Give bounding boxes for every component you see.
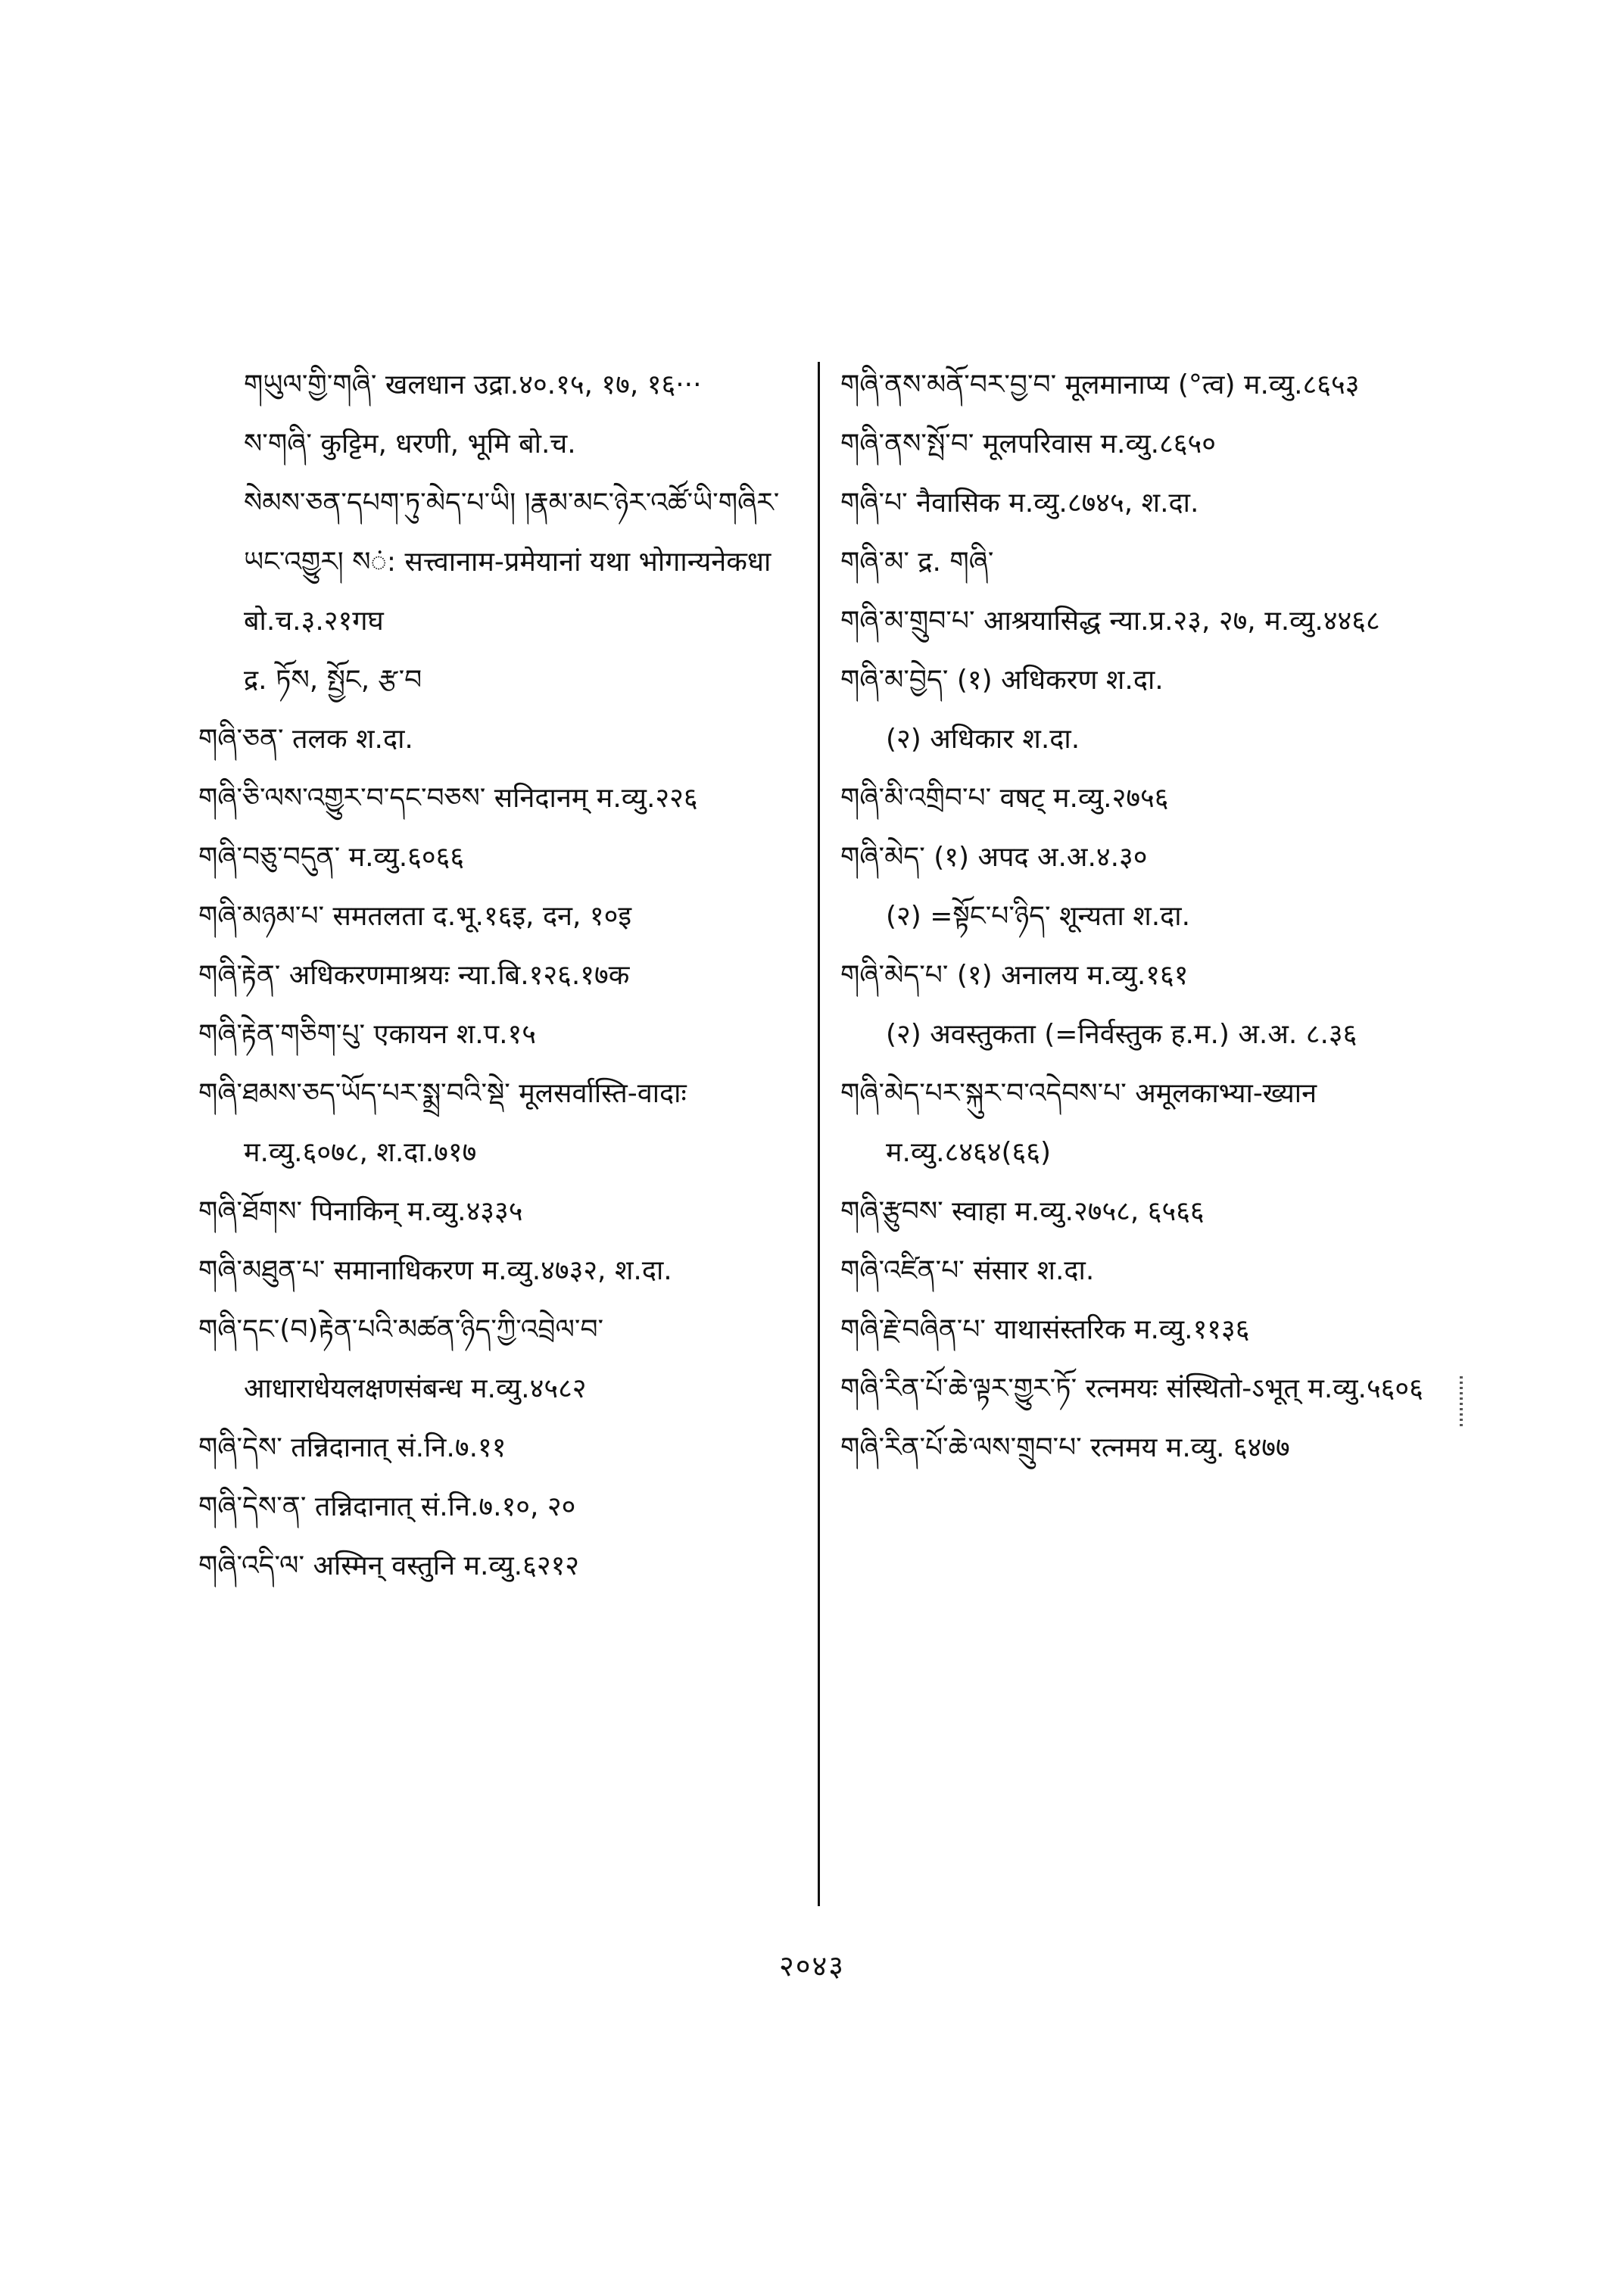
dictionary-entry: གཞི་པ་ नैवासिक म.व्यु.८७४५, श.दा.: [840, 488, 1199, 519]
dictionary-entry: སེམས་ཅན་དཔག་ཏུ་མེད་པ་ཡི། །རྣམ་མང་ཉེར་འཚོ་ཡི་གཞིར་ཡང་འགྱུར། སं: सत्त्वानाम-प्रमेयानां यथा भोगान्यनेकधा बो.च.३.२१गघ: [244, 488, 780, 637]
dictionary-entry: གཞི་མ་ द्र. གཞི་: [840, 547, 994, 578]
dictionary-entry: གཞི་མ་བྱེད་ (१) अधिकरण श.दा.: [840, 665, 1164, 696]
page-number: २०४३: [778, 1949, 846, 1983]
dictionary-entry: གཞི་རྗེ་བཞིན་པ་ याथासंस्तरिक म.व्यु.११३६: [840, 1314, 1250, 1345]
dictionary-entry: གཞི་ནས་མནོ་བར་བྱ་བ་ मूलमानाप्य (°त्व) म.व्यु.८६५३: [840, 369, 1360, 400]
dictionary-entry: ས་གཞི་ कुट्टिम, धरणी, भूमि बो.च.: [244, 428, 576, 460]
dictionary-entry: (२) =སྟོང་པ་ཉིད་ शून्यता श.दा.: [886, 901, 1191, 932]
dictionary-entry: གཞི་མེད་ (१) अपद अ.अ.४.३०: [840, 842, 1148, 873]
right-column: [840, 356, 1461, 1478]
dictionary-entry: (२) अवस्तुकता (=निर्वस्तुक ह.म.) अ.अ. ८.३६: [886, 1019, 1357, 1050]
dictionary-entry: གཞི་འཛིན་པ་ संसार श.दा.: [840, 1255, 1095, 1286]
dictionary-entry: གཞི་རྟེན་གཅིག་པུ་ एकायन श.प.१५: [198, 1019, 536, 1050]
dictionary-entry: གཞི་ཅན་ तलक श.दा.: [198, 724, 413, 755]
dictionary-entry: གཞི་མེད་པ་ (१) अनालय म.व्यु.१६१: [840, 960, 1189, 991]
dictionary-entry: གཡུལ་གྱི་གཞི་ खलधान उद्रा.४०.१५, १७, १६···: [244, 369, 702, 400]
dictionary-entry: གཞི་རྩུབས་ स्वाहा म.व्यु.२७५८, ६५६६: [840, 1196, 1205, 1227]
dictionary-entry: གཞི་ཅི་ལས་འགྱུར་བ་དང་བཅས་ सनिदानम् म.व्यु.२२६: [198, 783, 698, 814]
dictionary-entry: གཞི་མཉམ་པ་ समतलता द.भू.१६इ, दन, १०इ: [198, 901, 632, 932]
margin-mark: [1460, 1376, 1463, 1429]
dictionary-entry: གཞི་ཐོགས་ पिनाकिन् म.व्यु.४३३५: [198, 1196, 523, 1227]
dictionary-entry: གཞི་ནས་སྤོ་བ་ मूलपरिवास म.व्यु.८६५०: [840, 428, 1216, 460]
dictionary-entry: གཞི་མ་གྲུབ་པ་ आश्रयासिद्ध न्या.प्र.२३, २७, म.व्यु.४४६८: [840, 606, 1380, 637]
dictionary-entry: གཞི་མེད་པར་སྐུར་བ་འདེབས་པ་ अमूलकाभ्या-ख्यान म.व्यु.८४६४(६६): [840, 1078, 1317, 1168]
dictionary-entry: གཞི་འདི་ལ་ अस्मिन् वस्तुनि म.व्यु.६२१२: [198, 1550, 580, 1581]
dictionary-entry: གཞི་དེས་ན་ तन्निदानात् सं.नि.७.१०, २०: [198, 1491, 576, 1522]
dictionary-entry: གཞི་བཅུ་བདུན་ म.व्यु.६०६६: [198, 842, 465, 873]
dictionary-entry: གཞི་མཐུན་པ་ समानाधिकरण म.व्यु.४७३२, श.दा.: [198, 1255, 672, 1286]
dictionary-entry: द्र. ཏོས, སྤྱོང, རྩ་བ: [244, 665, 422, 696]
dictionary-entry: གཞི་དང་(བ)རྟེན་པའི་མཚན་ཉིད་ཀྱི་འབྲེལ་བ་ आधाराधेयलक्षणसंबन्ध म.व्यु.४५८२: [198, 1314, 604, 1404]
dictionary-entry: (२) अधिकार श.दा.: [886, 724, 1080, 755]
dictionary-entry: གཞི་མི་འགྲིབ་པ་ वषट् म.व्यु.२७५६: [840, 783, 1169, 814]
dictionary-entry: གཞི་རིན་པོ་ཆེ་ལས་གྲུབ་པ་ रत्नमय म.व्यु. ६४७७: [840, 1432, 1290, 1463]
column-divider: [818, 362, 820, 1906]
dictionary-entry: གཞི་རིན་པོ་ཆེ་ལྟར་གྱུར་ཏོ་ रत्नमयः संस्थितो-ऽभूत् म.व्यु.५६०६: [840, 1373, 1423, 1404]
dictionary-entry: གཞི་དེས་ तन्निदानात् सं.नि.७.११: [198, 1432, 507, 1463]
dictionary-entry: གཞི་ཐམས་ཅད་ཡོད་པར་སྨྲ་བའི་སྡེ་ मूलसर्वास्ति-वादाः म.व्यु.६०७८, श.दा.७१७: [198, 1078, 687, 1168]
left-column: [198, 356, 804, 1596]
dictionary-entry: གཞི་རྟེན་ अधिकरणमाश्रयः न्या.बि.१२६.१७क: [198, 960, 630, 991]
